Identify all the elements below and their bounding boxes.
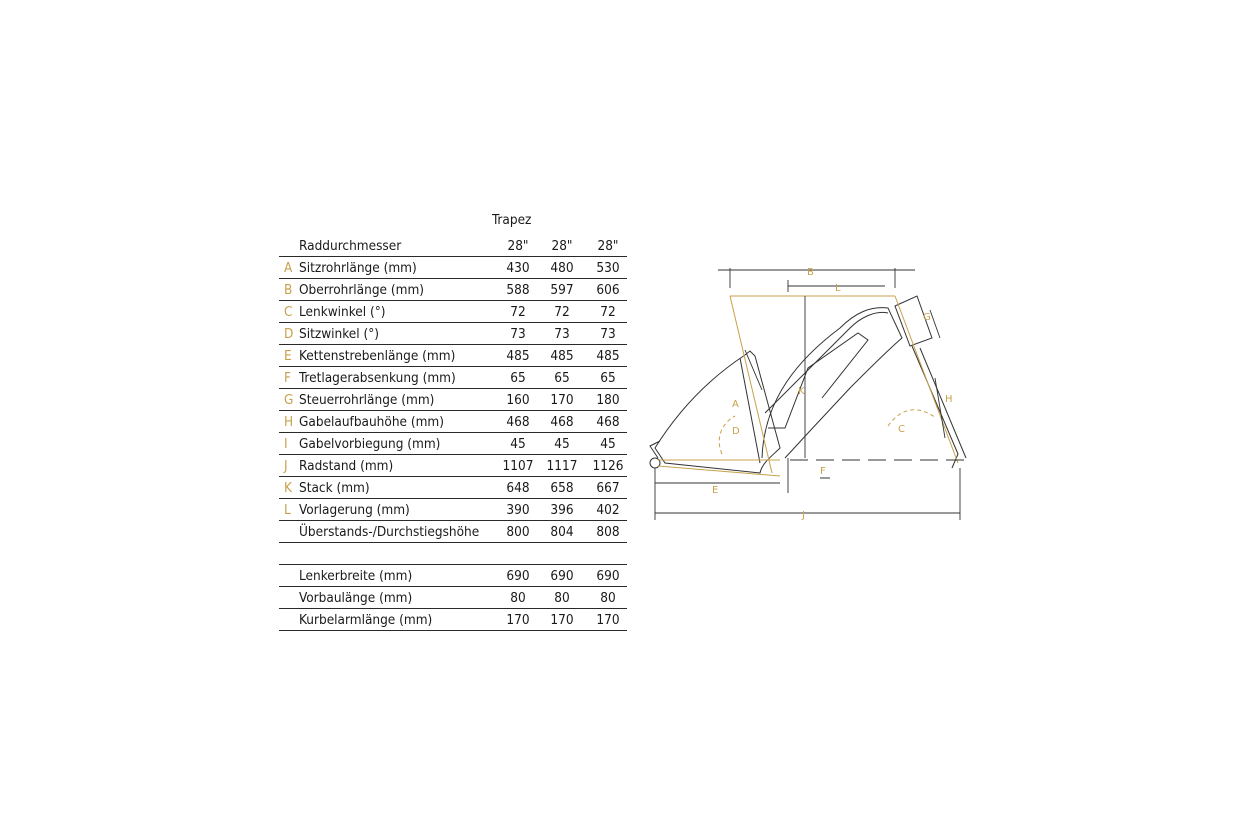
row-label: Tretlagerabsenkung (mm) [299, 370, 456, 386]
row-value: 170 [506, 612, 530, 628]
fork-inner-outline [920, 348, 966, 458]
label-k: K [798, 386, 805, 397]
head-angle-arc [888, 410, 936, 426]
header-row [279, 234, 627, 257]
row-value: 690 [506, 568, 530, 584]
row-value: 170 [550, 612, 574, 628]
row-value: 170 [596, 612, 620, 628]
row-value: 80 [510, 590, 526, 606]
header-row-value: 28" [551, 238, 573, 254]
row-value: 45 [600, 436, 616, 452]
row-value: 468 [596, 414, 620, 430]
row-value: 80 [600, 590, 616, 606]
table-row [279, 300, 627, 323]
table-row [279, 410, 627, 433]
fork-outline [912, 346, 958, 468]
row-value: 485 [506, 348, 530, 364]
battery-outline [768, 333, 868, 428]
header-row-value: 28" [507, 238, 529, 254]
label-c: C [898, 424, 905, 435]
row-value: 468 [506, 414, 530, 430]
row-value: 170 [550, 392, 574, 408]
row-letter: I [284, 436, 288, 452]
row-label: Oberrohrlänge (mm) [299, 282, 425, 298]
row-value: 72 [554, 304, 570, 320]
row-value: 800 [506, 524, 530, 540]
row-label: Gabelvorbiegung (mm) [299, 436, 441, 452]
row-label: Kettenstrebenlänge (mm) [299, 348, 456, 364]
table-row [279, 520, 627, 543]
dimension-h [935, 378, 945, 438]
row-value: 73 [600, 326, 616, 342]
row-letter: C [284, 304, 293, 320]
row-value: 667 [596, 480, 620, 496]
row-label: Lenkerbreite (mm) [299, 568, 413, 584]
dimension-j [655, 468, 960, 520]
row-value: 1126 [592, 458, 624, 474]
row-label: Vorbaulänge (mm) [299, 590, 413, 606]
row-value: 80 [554, 590, 570, 606]
row-value: 468 [550, 414, 574, 430]
label-g: G [923, 312, 931, 323]
row-value: 65 [600, 370, 616, 386]
row-value: 480 [550, 260, 574, 276]
header-row-label: Raddurchmesser [299, 238, 402, 254]
row-value: 396 [550, 502, 574, 518]
table-row [279, 454, 627, 477]
row-label: Vorlagerung (mm) [299, 502, 410, 518]
separator-row [279, 542, 627, 565]
top-tube-outline [765, 312, 888, 413]
label-h: H [945, 394, 953, 405]
label-j: J [802, 510, 805, 521]
row-value: 606 [596, 282, 620, 298]
row-value: 45 [510, 436, 526, 452]
row-letter: E [284, 348, 292, 364]
row-value: 72 [510, 304, 526, 320]
label-l: L [835, 283, 841, 294]
seat-tube-axis [730, 296, 772, 473]
row-value: 597 [550, 282, 574, 298]
row-letter: A [284, 260, 293, 276]
row-value: 804 [550, 524, 574, 540]
row-value: 808 [596, 524, 620, 540]
row-value: 690 [596, 568, 620, 584]
row-value: 160 [506, 392, 530, 408]
frame-geometry-diagram [640, 258, 980, 523]
row-value: 73 [554, 326, 570, 342]
dimension-b [718, 268, 915, 288]
row-value: 1107 [502, 458, 534, 474]
row-value: 690 [550, 568, 574, 584]
row-label: Sitzrohrlänge (mm) [299, 260, 417, 276]
row-letter: F [284, 370, 291, 386]
row-value: 588 [506, 282, 530, 298]
label-f: F [820, 466, 826, 477]
row-letter: H [284, 414, 294, 430]
row-value: 530 [596, 260, 620, 276]
row-value: 1117 [546, 458, 578, 474]
rear-frame-outline [655, 351, 780, 473]
row-value: 72 [600, 304, 616, 320]
row-value: 180 [596, 392, 620, 408]
row-label: Kurbelarmlänge (mm) [299, 612, 433, 628]
row-value: 390 [506, 502, 530, 518]
row-letter: L [284, 502, 291, 518]
row-letter: J [284, 458, 288, 474]
row-value: 485 [550, 348, 574, 364]
down-tube-outline [762, 308, 902, 458]
row-value: 45 [554, 436, 570, 452]
row-label: Lenkwinkel (°) [299, 304, 386, 320]
table-row [279, 256, 627, 279]
row-label: Steuerrohrlänge (mm) [299, 392, 435, 408]
table-row [279, 366, 627, 389]
row-letter: K [284, 480, 292, 496]
row-value: 65 [510, 370, 526, 386]
table-row [279, 498, 627, 521]
column-group-header: Trapez [492, 212, 532, 228]
row-label: Überstands-/Durchstiegshöhe [299, 524, 480, 540]
row-letter: B [284, 282, 293, 298]
row-letter: D [284, 326, 294, 342]
row-value: 65 [554, 370, 570, 386]
row-letter: G [284, 392, 294, 408]
table-row [279, 344, 627, 367]
dropout-outline [650, 441, 660, 458]
table-row [279, 564, 627, 587]
table-row [279, 432, 627, 455]
row-label: Gabelaufbauhöhe (mm) [299, 414, 444, 430]
row-value: 658 [550, 480, 574, 496]
row-label: Radstand (mm) [299, 458, 394, 474]
header-row-value: 28" [597, 238, 619, 254]
row-value: 73 [510, 326, 526, 342]
row-value: 648 [506, 480, 530, 496]
table-row [279, 278, 627, 301]
table-row [279, 608, 627, 631]
row-value: 485 [596, 348, 620, 364]
label-b: B [807, 267, 814, 278]
row-label: Stack (mm) [299, 480, 370, 496]
label-e: E [712, 485, 719, 496]
table-row [279, 388, 627, 411]
label-a: A [732, 399, 739, 410]
row-label: Sitzwinkel (°) [299, 326, 380, 342]
row-value: 430 [506, 260, 530, 276]
table-row [279, 586, 627, 609]
dimension-g [930, 310, 940, 338]
table-row [279, 322, 627, 345]
row-value: 402 [596, 502, 620, 518]
table-row [279, 476, 627, 499]
label-d: D [732, 426, 740, 437]
